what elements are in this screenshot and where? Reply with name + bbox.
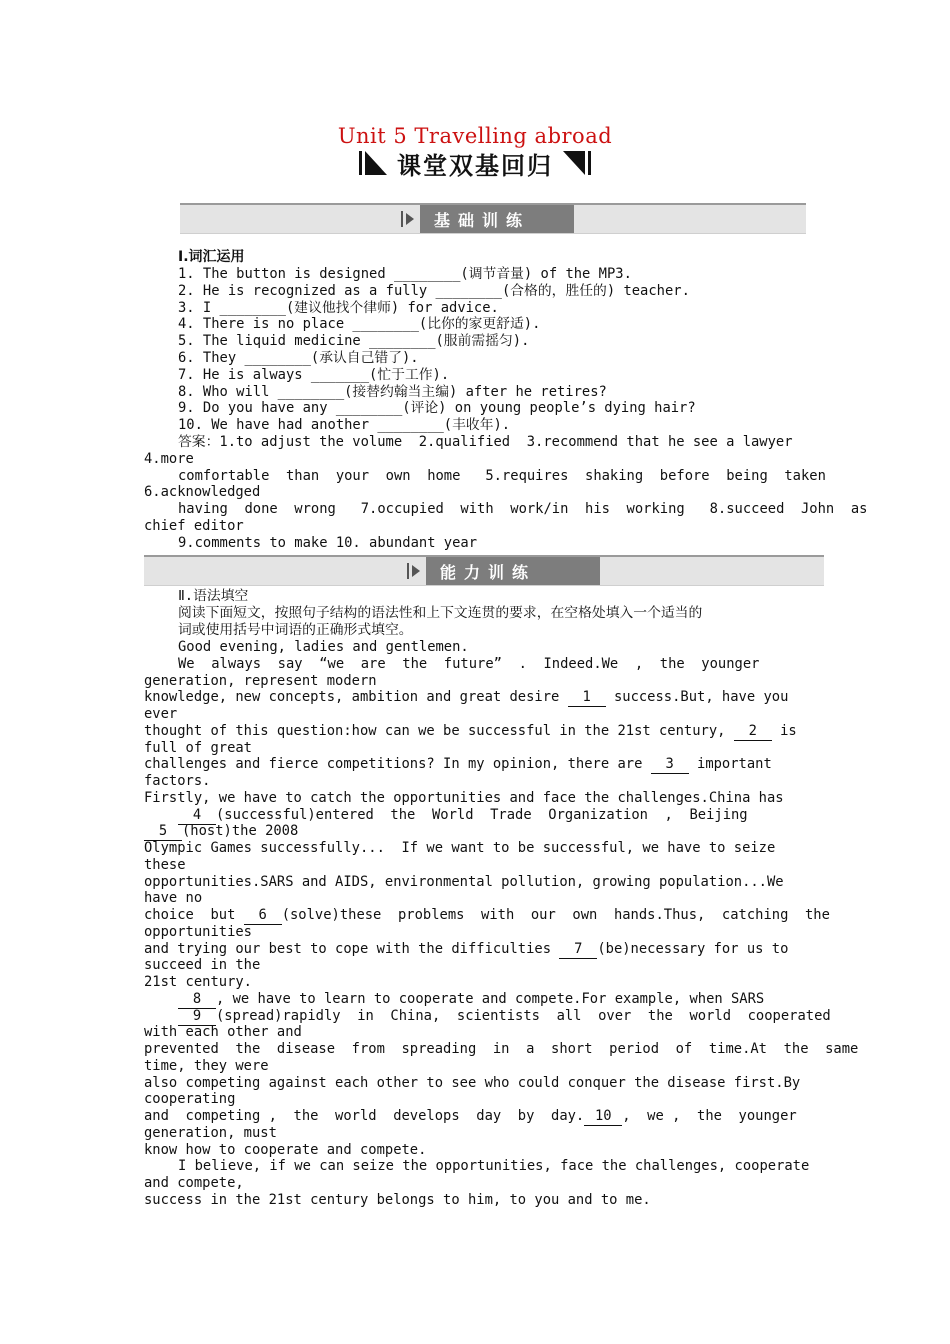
answer-line: 6.acknowledged [144,484,261,500]
passage-line: ever [144,706,178,722]
blank-6: 6 [244,907,282,925]
blank-10: 10 [584,1108,622,1126]
blank-3: 3 [651,756,689,774]
blank-7: 7 [559,941,597,959]
bar-arrow-icon [400,209,420,229]
passage-line: opportunities [144,924,252,940]
blank-1: 1 [568,689,606,707]
passage-text: (host)the 2008 [182,823,299,839]
blank-2: 2 [734,723,772,741]
passage-line [144,907,830,925]
passage-line: We always say “we are the future” . Indeed.We , the younger [178,656,760,672]
passage-text: knowledge, new concepts, ambition and great desire [144,689,560,705]
passage-line: with each other and [144,1024,302,1040]
part1-heading: Ⅰ.词汇运用 [178,249,245,265]
passage-line [144,1108,797,1126]
vocab-item: 1. The button is designed ________(调节音量) of the MP3. [178,266,632,282]
passage-text: , we , the younger [622,1108,797,1124]
vocab-item: 7. He is always _______(忙于工作). [178,367,450,383]
blank-5: 5 [144,823,182,841]
passage-line: and compete, [144,1175,244,1191]
passage-text: is [780,723,797,739]
answer-line: 答案：1.to adjust the volume 2.qualified 3.recommend that he see a lawyer [178,434,793,450]
vocab-item: 8. Who will ________(接替约翰当主编) after he retires? [178,384,607,400]
blank-9: 9 [178,1008,216,1026]
vocab-item: 9. Do you have any ________(评论) on young people’s dying hair? [178,400,696,416]
passage-text: and trying our best to cope with the difficulties [144,941,552,957]
passage-line: success in the 21st century belongs to him, to you and to me. [144,1192,651,1208]
subtitle-text: 课堂双基回归 [397,151,553,180]
passage-line: 21st century. [144,974,252,990]
ability-training-bar [144,555,824,586]
blank-4: 4 [178,807,216,825]
passage-text: thought of this question:how can we be successful in the 21st century, [144,723,726,739]
answer-line: comfortable than your own home 5.requires shaking before being taken [178,468,826,484]
vocab-item: 6. They ________(承认自己错了). [178,350,419,366]
passage-text: and competing , the world develops day by day. [144,1108,585,1124]
passage-text: challenges and fierce competitions? In my opinion, there are [144,756,643,772]
passage-line: time, they were [144,1058,269,1074]
vocab-item: 10. We have had another ________(丰收年). [178,417,511,433]
passage-text: (solve)these problems with our own hands.Thus, catching the [281,907,830,923]
passage-line: Firstly, we have to catch the opportunities and face the challenges.China has [144,790,784,806]
passage-line: know how to cooperate and compete. [144,1142,427,1158]
basic-training-bar [180,203,806,234]
passage-line: have no [144,890,203,906]
passage-text: (be)necessary for us to [597,941,789,957]
passage-line [144,823,298,841]
passage-line [178,991,764,1009]
right-triangle-icon [561,150,591,176]
passage-line: generation, represent modern [144,673,377,689]
basic-training-label: 基础训练 [420,205,574,233]
passage-line: prevented the disease from spreading in a short period of time.At the same [144,1041,859,1057]
bar-arrow-icon [406,561,426,581]
section-subtitle [0,146,950,180]
passage-line [144,756,772,774]
part2-heading: Ⅱ.语法填空 [178,588,249,604]
passage-text: (spread)rapidly in China, scientists all over the world cooperated [216,1008,831,1024]
passage-text: (successful)entered the World Trade Organization , Beijing [216,807,748,823]
passage-line: opportunities.SARS and AIDS, environmental pollution, growing population...We [144,874,784,890]
vocab-item: 3. I ________(建议他找个律师) for advice. [178,300,499,316]
passage-line: I believe, if we can seize the opportunities, face the challenges, cooperate [178,1158,810,1174]
vocab-item: 5. The liquid medicine ________(服前需摇匀). [178,333,530,349]
passage-line: cooperating [144,1091,236,1107]
answer-line: 9.comments to make 10. abundant year [178,535,478,551]
passage-line: generation, must [144,1125,277,1141]
answer-line: chief editor [144,518,244,534]
passage-text: important [697,756,772,772]
passage-line: also competing against each other to see who could conquer the disease first.By [144,1075,801,1091]
blank-8: 8 [178,991,216,1009]
passage-line: succeed in the [144,957,261,973]
passage-text: choice but [144,907,236,923]
answer-line: 4.more [144,451,194,467]
passage-line [144,723,797,741]
vocab-item: 2. He is recognized as a fully ________(合格的，胜任的) teacher. [178,283,690,299]
passage-text: , we have to learn to cooperate and compete.For example, when SARS [216,991,765,1007]
answer-line: having done wrong 7.occupied with work/in his working 8.succeed John as [178,501,868,517]
instruction-line: 词或使用括号中词语的正确形式填空。 [178,622,413,638]
passage-line: Good evening, ladies and gentlemen. [178,639,469,655]
passage-text: success.But, have you [613,689,789,705]
passage-line: factors. [144,773,211,789]
left-triangle-icon [359,150,389,176]
vocab-item: 4. There is no place ________(比你的家更舒适). [178,316,541,332]
instruction-line: 阅读下面短文，按照句子结构的语法性和上下文连贯的要求，在空格处填入一个适当的 [178,605,703,621]
ability-training-label: 能力训练 [426,557,600,585]
passage-line: full of great [144,740,252,756]
unit-title: Unit 5 Travelling abroad [337,124,613,148]
passage-line [144,689,788,707]
passage-line: Olympic Games successfully... If we want to be successful, we have to seize [144,840,776,856]
passage-line: these [144,857,186,873]
